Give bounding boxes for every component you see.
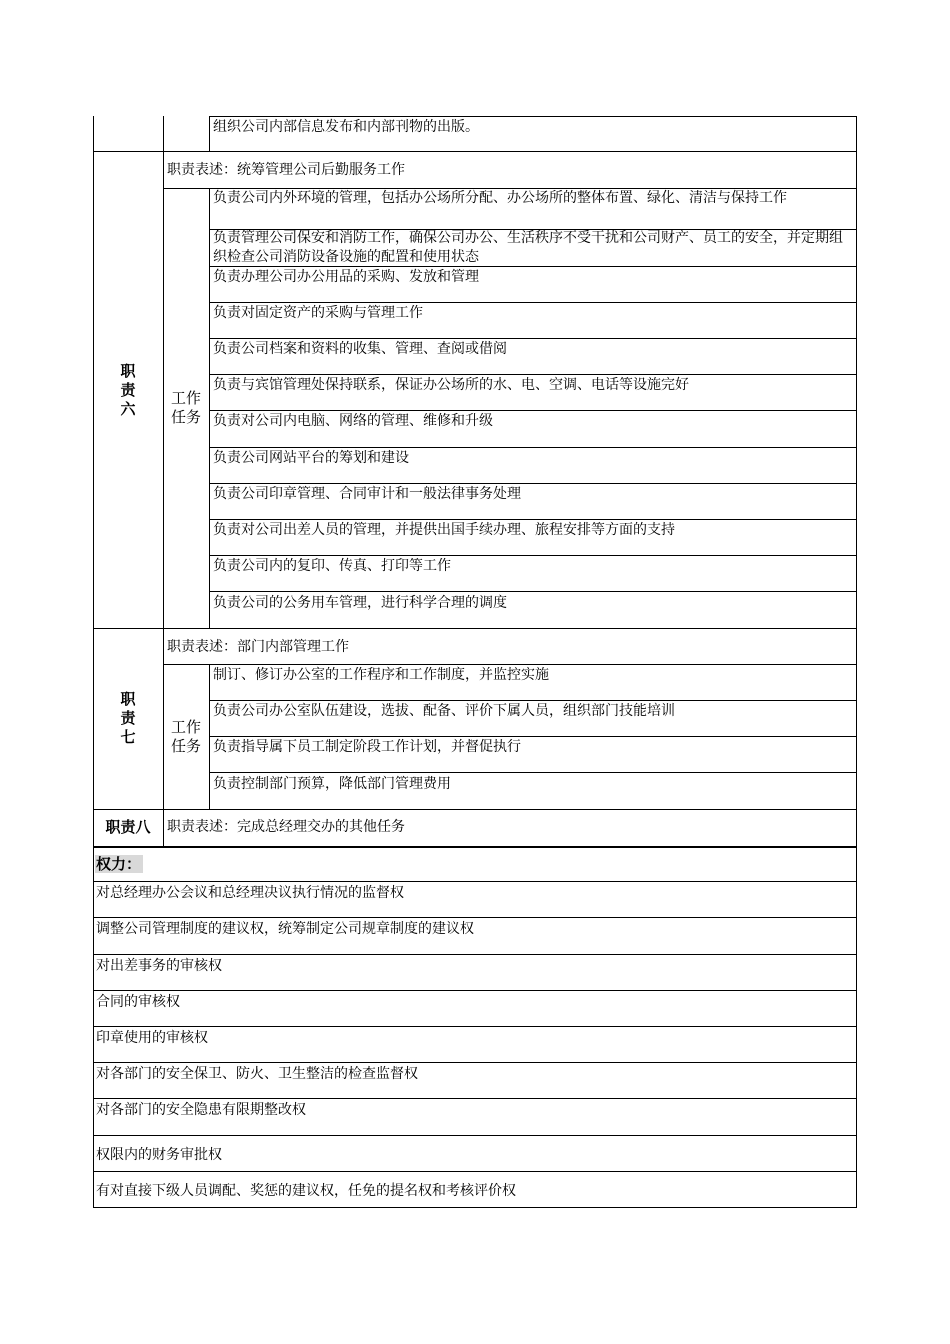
duty7-task: 负责指导属下员工制定阶段工作计划，并督促执行 xyxy=(213,739,521,755)
duty7-label-line: 七 xyxy=(120,728,136,746)
duty6-statement: 职责表述：统筹管理公司后勤服务工作 xyxy=(167,162,405,178)
duty6-task: 负责办理公司办公用品的采购、发放和管理 xyxy=(213,269,479,285)
duty7-label xyxy=(93,690,163,747)
duty6-task: 负责公司印章管理、合同审计和一般法律事务处理 xyxy=(213,486,521,502)
duty6-label xyxy=(93,362,163,419)
power-item: 对总经理办公会议和总经理决议执行情况的监督权 xyxy=(96,885,404,901)
power-item: 印章使用的审核权 xyxy=(96,1030,208,1046)
duty7-label-line: 责 xyxy=(120,709,136,727)
duty7-task-label-line: 任务 xyxy=(170,737,201,755)
duty7-statement: 职责表述：部门内部管理工作 xyxy=(167,639,349,655)
duty6-label-line: 六 xyxy=(120,400,136,418)
power-item: 权限内的财务审批权 xyxy=(96,1147,222,1163)
duty7-task: 负责控制部门预算，降低部门管理费用 xyxy=(213,776,451,792)
duty7-label-line: 职 xyxy=(120,690,136,708)
duty6-task: 负责对固定资产的采购与管理工作 xyxy=(213,305,423,321)
duty6-task-label-line: 工作 xyxy=(170,389,201,407)
duty6-task: 负责管理公司保安和消防工作，确保公司办公、生活秩序不受干扰和公司财产、员工的安全，并定期组织检查公司消防设备设施的配置和使用状态 xyxy=(213,230,843,265)
duty8-statement: 职责表述：完成总经理交办的其他任务 xyxy=(167,819,405,835)
duty6-task: 负责公司内外环境的管理，包括办公场所分配、办公场所的整体布置、绿化、清洁与保持工作 xyxy=(213,190,787,206)
power-item: 对各部门的安全隐患有限期整改权 xyxy=(96,1102,306,1118)
duty6-task: 负责公司的公务用车管理，进行科学合理的调度 xyxy=(213,595,507,611)
duty6-task-label-line: 任务 xyxy=(170,408,201,426)
duty8-label: 职责八 xyxy=(105,818,151,836)
duty6-task: 负责公司档案和资料的收集、管理、查阅或借阅 xyxy=(213,341,507,357)
duty6-label-line: 职 xyxy=(120,362,136,380)
duty7-task: 负责公司办公室队伍建设，选拔、配备、评价下属人员，组织部门技能培训 xyxy=(213,703,675,719)
duty7-task: 制订、修订办公室的工作程序和工作制度，并监控实施 xyxy=(213,667,549,683)
power-item: 合同的审核权 xyxy=(96,994,180,1010)
power-item: 有对直接下级人员调配、奖惩的建议权，任免的提名权和考核评价权 xyxy=(96,1183,516,1199)
duty7-task-label xyxy=(163,718,209,756)
duty7-task-label-line: 工作 xyxy=(170,718,201,736)
duty6-task-label xyxy=(163,389,209,427)
duty6-task: 负责公司网站平台的筹划和建设 xyxy=(213,450,409,466)
duty6-label-line: 责 xyxy=(120,381,136,399)
duty6-task: 负责与宾馆管理处保持联系，保证办公场所的水、电、空调、电话等设施完好 xyxy=(213,377,689,393)
top-task-text: 组织公司内部信息发布和内部刊物的出版。 xyxy=(213,119,479,135)
power-item: 对出差事务的审核权 xyxy=(96,958,222,974)
power-item: 对各部门的安全保卫、防火、卫生整洁的检查监督权 xyxy=(96,1066,418,1082)
power-item: 调整公司管理制度的建议权，统筹制定公司规章制度的建议权 xyxy=(96,921,474,937)
duty6-task: 负责对公司内电脑、网络的管理、维修和升级 xyxy=(213,413,493,429)
duty6-task: 负责公司内的复印、传真、打印等工作 xyxy=(213,558,451,574)
duty6-task: 负责对公司出差人员的管理，并提供出国手续办理、旅程安排等方面的支持 xyxy=(213,522,675,538)
power-header-text: 权力： xyxy=(96,855,142,873)
